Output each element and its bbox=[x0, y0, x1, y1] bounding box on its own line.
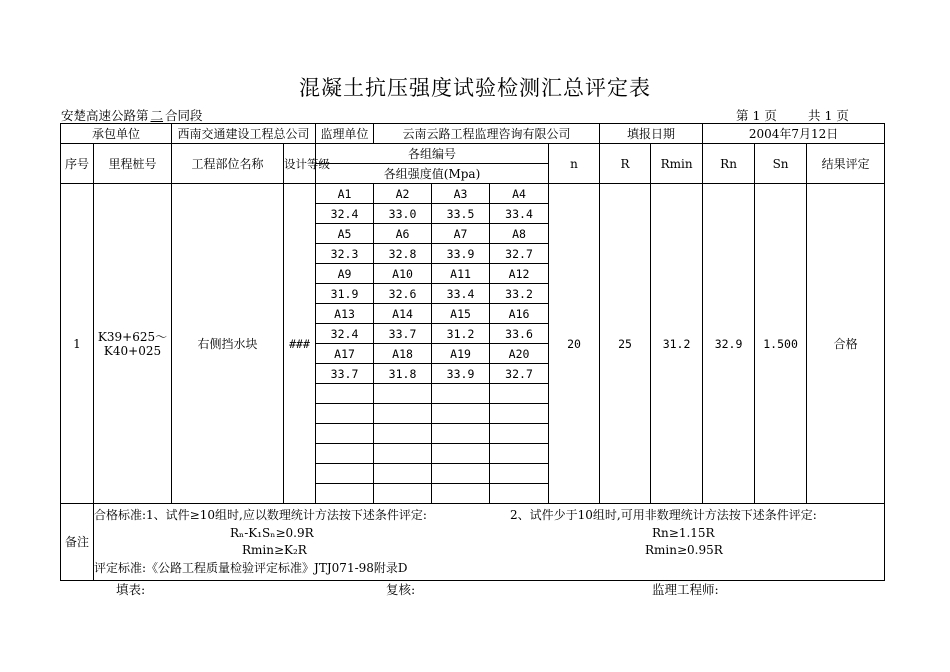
grid-cell: A8 bbox=[490, 224, 549, 244]
grid-cell bbox=[374, 404, 432, 424]
grid-cell: 31.9 bbox=[316, 284, 374, 304]
supervisor-label: 监理单位 bbox=[316, 124, 374, 144]
date-label: 填报日期 bbox=[600, 124, 703, 144]
grid-cell: A17 bbox=[316, 344, 374, 364]
record-r: 25 bbox=[600, 184, 651, 504]
grid-cell: 33.4 bbox=[490, 204, 549, 224]
grid-cell: 33.6 bbox=[490, 324, 549, 344]
formula-rn-k1sn: Rₙ-K₁Sₙ≥0.9R bbox=[230, 525, 314, 540]
grid-cell bbox=[432, 424, 490, 444]
record-part: 右侧挡水块 bbox=[172, 184, 284, 504]
grid-cell: 31.2 bbox=[432, 324, 490, 344]
header-sn: Sn bbox=[755, 144, 807, 184]
data-row bbox=[61, 184, 885, 204]
header-group-no: 各组编号 bbox=[316, 144, 549, 164]
grid-cell: 32.7 bbox=[490, 244, 549, 264]
grid-cell: A15 bbox=[432, 304, 490, 324]
grid-cell bbox=[490, 424, 549, 444]
grid-cell: A20 bbox=[490, 344, 549, 364]
grid-cell: A6 bbox=[374, 224, 432, 244]
contract-section bbox=[61, 106, 203, 124]
grid-cell: 32.4 bbox=[316, 324, 374, 344]
formula-rmin-k2r: Rmin≥K₂R bbox=[242, 543, 307, 557]
contractor-value: 西南交通建设工程总公司 bbox=[172, 124, 316, 144]
criterion-2: 2、试件少于10组时,可用非数理统计方法按下述条件评定: bbox=[510, 508, 817, 522]
notes-line-3 bbox=[94, 542, 884, 560]
grid-cell: A13 bbox=[316, 304, 374, 324]
grid-cell: 33.2 bbox=[490, 284, 549, 304]
grid-cell: 32.6 bbox=[374, 284, 432, 304]
grid-cell bbox=[374, 424, 432, 444]
grid-cell: A11 bbox=[432, 264, 490, 284]
notes-label: 备注 bbox=[61, 504, 94, 581]
header-design-grade: 设计等级 bbox=[284, 144, 316, 184]
grid-cell: A14 bbox=[374, 304, 432, 324]
page-total: 共 1 页 bbox=[808, 108, 849, 123]
grid-cell: A1 bbox=[316, 184, 374, 204]
grid-cell: 32.3 bbox=[316, 244, 374, 264]
grid-cell bbox=[432, 484, 490, 504]
notes-row bbox=[61, 504, 885, 581]
grid-cell: 31.8 bbox=[374, 364, 432, 384]
contractor-label: 承包单位 bbox=[61, 124, 172, 144]
grid-cell bbox=[374, 444, 432, 464]
reviewed-by-label: 复核: bbox=[386, 582, 416, 597]
evaluation-standard: 评定标准:《公路工程质量检验评定标准》JTJ071-98附录D bbox=[94, 560, 408, 575]
page-number: 第 1 页 bbox=[736, 108, 777, 123]
header-no: 序号 bbox=[61, 144, 94, 184]
grid-cell bbox=[316, 444, 374, 464]
grid-cell: 33.7 bbox=[316, 364, 374, 384]
header-group-strength: 各组强度值(Mpa) bbox=[316, 164, 549, 184]
grid-cell bbox=[490, 404, 549, 424]
record-rn: 32.9 bbox=[703, 184, 755, 504]
grid-cell: A4 bbox=[490, 184, 549, 204]
header-part: 工程部位名称 bbox=[172, 144, 284, 184]
grid-cell bbox=[374, 484, 432, 504]
grid-cell bbox=[490, 384, 549, 404]
station-start: K39+625～ bbox=[97, 329, 168, 344]
grid-cell: 33.9 bbox=[432, 244, 490, 264]
header-rmin: Rmin bbox=[651, 144, 703, 184]
grid-cell bbox=[316, 424, 374, 444]
header-station: 里程桩号 bbox=[94, 144, 172, 184]
grid-cell: A18 bbox=[374, 344, 432, 364]
summary-table bbox=[60, 123, 885, 581]
record-sn: 1.500 bbox=[755, 184, 807, 504]
grid-cell: A12 bbox=[490, 264, 549, 284]
station-end: K40+025 bbox=[103, 343, 162, 358]
grid-cell bbox=[490, 464, 549, 484]
grid-cell bbox=[316, 484, 374, 504]
record-rmin: 31.2 bbox=[651, 184, 703, 504]
record-result: 合格 bbox=[807, 184, 885, 504]
grid-cell bbox=[490, 444, 549, 464]
header-n: n bbox=[549, 144, 600, 184]
formula-rmin: Rmin≥0.95R bbox=[645, 543, 723, 557]
notes-line-2 bbox=[94, 525, 884, 543]
grid-cell bbox=[432, 404, 490, 424]
contract-suffix: 合同段 bbox=[165, 108, 203, 123]
grid-cell: A3 bbox=[432, 184, 490, 204]
grid-cell: A19 bbox=[432, 344, 490, 364]
grid-cell: 32.7 bbox=[490, 364, 549, 384]
grid-cell: 33.7 bbox=[374, 324, 432, 344]
contract-number: 二 bbox=[150, 108, 164, 123]
notes-line-1 bbox=[94, 507, 884, 525]
record-no: 1 bbox=[61, 184, 94, 504]
grid-cell bbox=[374, 464, 432, 484]
header-rn: Rn bbox=[703, 144, 755, 184]
info-row bbox=[61, 124, 885, 144]
header-row-1 bbox=[61, 144, 885, 164]
grid-cell: A7 bbox=[432, 224, 490, 244]
page-title: 混凝土抗压强度试验检测汇总评定表 bbox=[299, 76, 651, 100]
grid-cell bbox=[432, 384, 490, 404]
notes-content bbox=[94, 504, 885, 581]
supervising-engineer-label: 监理工程师: bbox=[652, 582, 719, 597]
grid-cell bbox=[316, 464, 374, 484]
grid-cell bbox=[316, 404, 374, 424]
grid-cell: 32.8 bbox=[374, 244, 432, 264]
header-r: R bbox=[600, 144, 651, 184]
grid-cell: A9 bbox=[316, 264, 374, 284]
date-value: 2004年7月12日 bbox=[703, 124, 885, 144]
grid-cell bbox=[432, 464, 490, 484]
grid-cell bbox=[316, 384, 374, 404]
record-n: 20 bbox=[549, 184, 600, 504]
grid-cell bbox=[490, 484, 549, 504]
grid-cell: A2 bbox=[374, 184, 432, 204]
header-result: 结果评定 bbox=[807, 144, 885, 184]
grid-cell: A10 bbox=[374, 264, 432, 284]
grid-cell bbox=[432, 444, 490, 464]
grid-cell: 33.0 bbox=[374, 204, 432, 224]
criterion-1: 合格标准:1、试件≥10组时,应以数理统计方法按下述条件评定: bbox=[94, 508, 427, 522]
notes-line-4 bbox=[94, 560, 884, 578]
grid-cell bbox=[374, 384, 432, 404]
grid-cell: 33.9 bbox=[432, 364, 490, 384]
grid-cell: 32.4 bbox=[316, 204, 374, 224]
record-station bbox=[94, 184, 172, 504]
contract-prefix: 安楚高速公路第 bbox=[61, 108, 149, 123]
supervisor-value: 云南云路工程监理咨询有限公司 bbox=[374, 124, 600, 144]
grid-cell: A16 bbox=[490, 304, 549, 324]
grid-cell: A5 bbox=[316, 224, 374, 244]
grid-cell: 33.5 bbox=[432, 204, 490, 224]
grid-cell: 33.4 bbox=[432, 284, 490, 304]
filled-by-label: 填表: bbox=[116, 582, 146, 597]
formula-rn: Rn≥1.15R bbox=[652, 525, 715, 540]
record-design-grade: ### bbox=[284, 184, 316, 504]
